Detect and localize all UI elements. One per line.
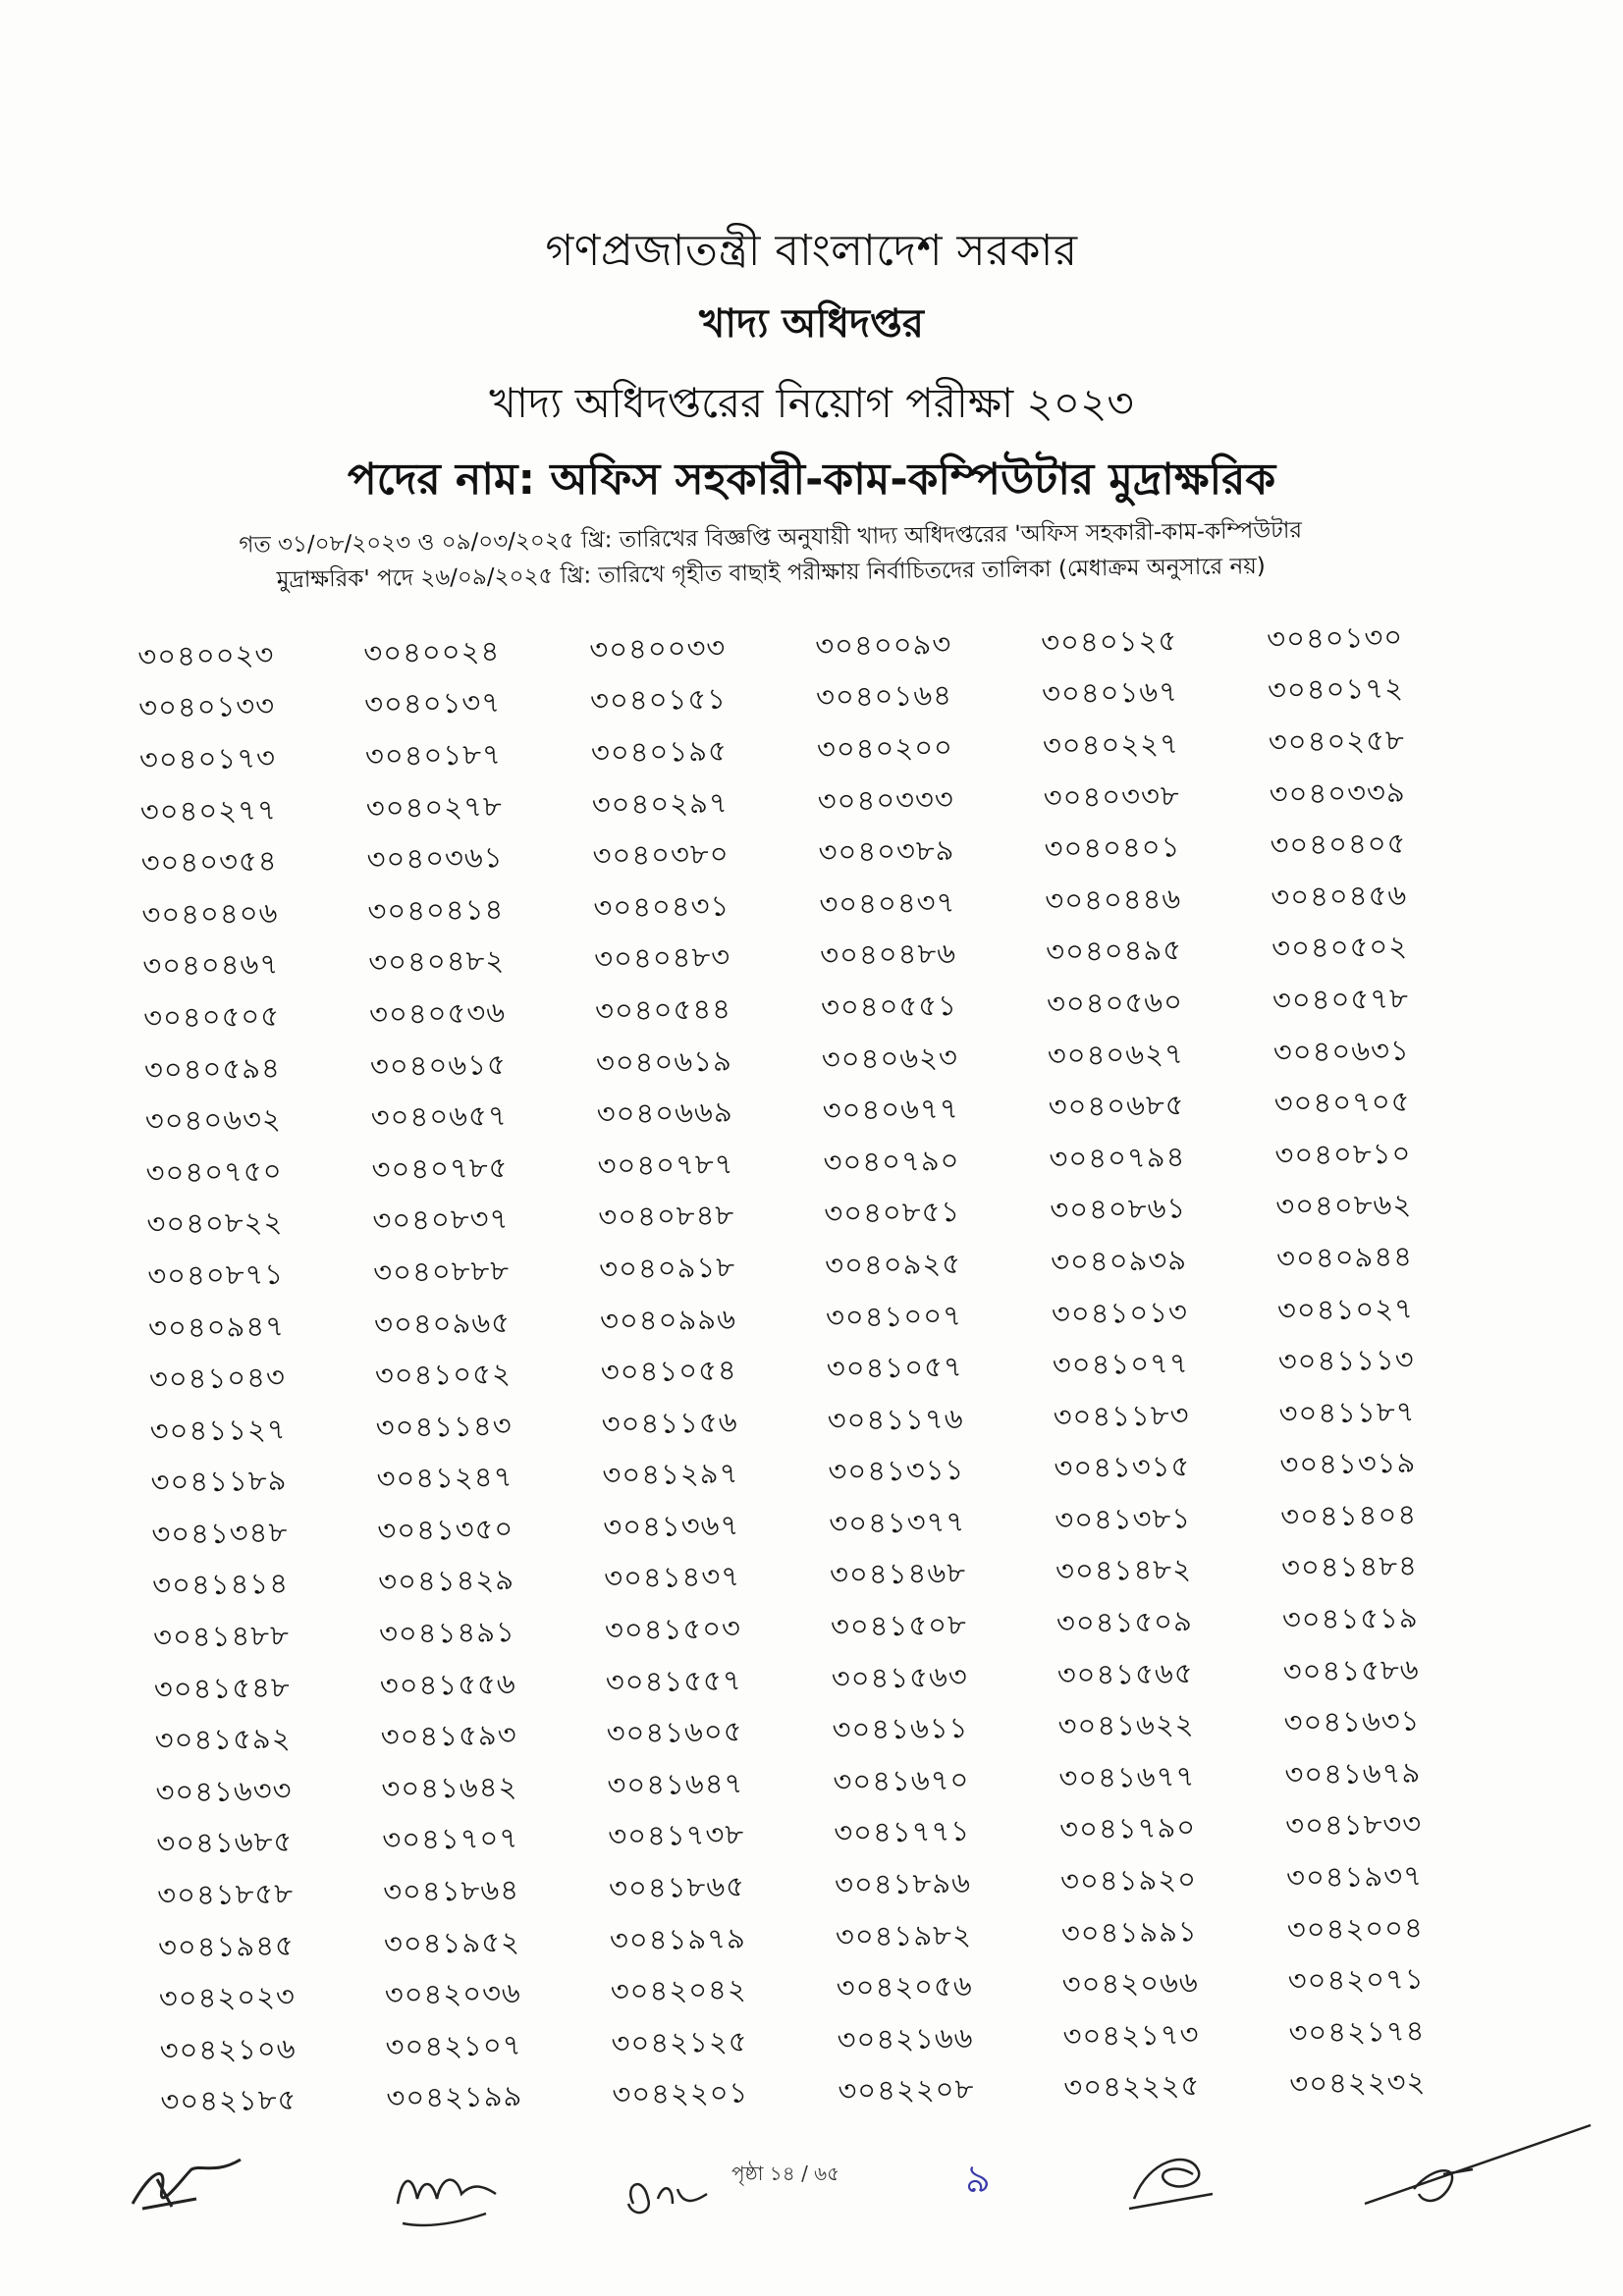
roll-number-table <box>137 612 1516 2130</box>
roll-number-cell: ৩০৪০৬১৯ <box>595 1043 733 1080</box>
roll-number-cell: ৩০৪০৪৮২ <box>368 943 506 980</box>
roll-number-cell: ৩০৪০১৭৩ <box>138 740 277 776</box>
signature-footer <box>0 2140 1623 2258</box>
roll-number-cell: ৩০৪০৪০৫ <box>1270 826 1407 863</box>
roll-number-cell: ৩০৪১৬৭৯ <box>1284 1755 1422 1791</box>
roll-number-cell: ৩০৪০৯২৫ <box>824 1246 962 1283</box>
roll-number-cell: ৩০৪১৩১১ <box>828 1453 965 1489</box>
roll-number-cell: ৩০৪০১৩৭ <box>363 685 502 721</box>
roll-number-cell: ৩০৪০৫৯৪ <box>143 1050 282 1087</box>
roll-number-cell: ৩০৪০৬৫৭ <box>370 1098 508 1135</box>
roll-number-cell: ৩০৪০২০০ <box>816 729 954 767</box>
roll-number-cell: ৩০৪০১৫১ <box>589 681 728 719</box>
roll-number-cell: ৩০৪২২৩২ <box>1289 2064 1427 2102</box>
roll-number-cell: ৩০৪০০২৩ <box>137 637 275 673</box>
roll-number-cell: ৩০৪১৪৮২ <box>1055 1552 1193 1588</box>
roll-number-cell: ৩০৪১৪৮৮ <box>152 1618 291 1654</box>
roll-number-cell: ৩০৪১১৪৩ <box>375 1408 513 1444</box>
roll-number-cell: ৩০৪০৮৪৮ <box>598 1198 735 1235</box>
roll-number-cell: ৩০৪১৯২০ <box>1059 1862 1198 1898</box>
roll-number-cell: ৩০৪০৯১৮ <box>598 1250 736 1286</box>
roll-number-cell: ৩০৪১৬৩৩ <box>155 1773 293 1809</box>
roll-number-cell: ৩০৪২২২৫ <box>1063 2068 1201 2105</box>
signature-3-icon <box>614 2160 722 2228</box>
roll-number-cell: ৩০৪০৬৩১ <box>1272 1033 1411 1069</box>
notice-text <box>167 511 1376 599</box>
roll-number-cell: ৩০৪০৪০৬ <box>141 895 279 932</box>
roll-number-cell: ৩০৪১৪৩৭ <box>603 1559 741 1596</box>
roll-number-cell: ৩০৪১৯৯১ <box>1060 1913 1198 1950</box>
roll-number-cell: ৩০৪০৮৬২ <box>1275 1188 1413 1224</box>
roll-number-cell: ৩০৪০৪০১ <box>1044 829 1181 866</box>
roll-number-cell: ৩০৪০৪৯৫ <box>1045 933 1183 969</box>
roll-number-cell: ৩০৪১১৮৭ <box>1278 1394 1416 1430</box>
roll-number-cell: ৩০৪১৬১১ <box>832 1711 969 1747</box>
roll-number-cell: ৩০৪১১৮৩ <box>1053 1397 1190 1434</box>
roll-number-cell: ৩০৪০৯৪৪ <box>1275 1239 1414 1275</box>
roll-number-cell: ৩০৪০৮৭১ <box>147 1256 285 1293</box>
roll-number-cell: ৩০৪০৮৮৮ <box>372 1254 511 1290</box>
roll-number-cell: ৩০৪০৮২২ <box>146 1205 284 1242</box>
roll-number-cell: ৩০৪০৫০২ <box>1271 930 1409 966</box>
roll-number-cell: ৩০৪০৬৩২ <box>144 1101 283 1139</box>
roll-number-cell: ৩০৪০৮৩৭ <box>372 1201 510 1238</box>
signature-2-icon <box>388 2155 515 2233</box>
roll-number-cell: ৩০৪১৫০৮ <box>830 1607 968 1644</box>
roll-number-cell: ৩০৪১৪২৯ <box>377 1563 515 1599</box>
roll-number-cell: ৩০৪২১৮৫ <box>160 2083 298 2119</box>
roll-number-cell: ৩০৪০৩৩৩ <box>817 781 954 818</box>
roll-number-cell: ৩০৪০৩৬১ <box>366 840 504 877</box>
roll-number-cell: ৩০৪২১০৬ <box>159 2031 297 2067</box>
roll-number-cell: ৩০৪০৭৮৫ <box>371 1149 509 1187</box>
department-heading: খাদ্য অধিদপ্তর <box>699 301 924 347</box>
roll-number-cell: ৩০৪২১২৫ <box>611 2024 748 2060</box>
roll-number-cell: ৩০৪০৬২৩ <box>821 1040 959 1076</box>
roll-number-cell: ৩০৪১৮৩৩ <box>1284 1807 1423 1843</box>
roll-number-cell: ৩০৪০৭৯০ <box>823 1143 960 1179</box>
roll-number-cell: ৩০৪০১৯৫ <box>590 733 729 770</box>
roll-number-cell: ৩০৪২২০৮ <box>838 2072 975 2109</box>
roll-number-cell: ৩০৪১০১৩ <box>1051 1294 1189 1330</box>
roll-number-cell: ৩০৪১০৫৭ <box>826 1349 963 1386</box>
roll-number-cell: ৩০৪২১৬৬ <box>837 2020 974 2056</box>
roll-number-cell: ৩০৪১৫৯২ <box>154 1721 292 1758</box>
roll-number-cell: ৩০৪০১৩৩ <box>137 689 276 725</box>
roll-number-cell: ৩০৪১৫৬৫ <box>1056 1655 1194 1692</box>
roll-number-cell: ৩০৪০৮১০ <box>1274 1136 1412 1172</box>
roll-number-cell: ৩০৪১৪০৪ <box>1280 1497 1418 1533</box>
roll-number-cell: ৩০৪০৪৮৬ <box>819 936 957 973</box>
roll-number-cell: ৩০৪১৫০৩ <box>604 1611 742 1647</box>
roll-number-cell: ৩০৪০২৫৮ <box>1268 722 1406 759</box>
roll-number-cell: ৩০৪১৭০৭ <box>382 1821 519 1857</box>
roll-number-cell: ৩০৪১১১৩ <box>1277 1342 1415 1378</box>
roll-number-cell: ৩০৪১৮৯৬ <box>834 1865 972 1902</box>
roll-number-cell: ৩০৪১৫৫৭ <box>605 1663 742 1699</box>
roll-number-cell: ৩০৪১৫৬৩ <box>831 1659 968 1695</box>
roll-number-cell: ৩০৪০০৯৩ <box>815 626 952 663</box>
roll-number-cell: ৩০৪০৪৮৩ <box>594 939 731 977</box>
roll-number-cell: ৩০৪০৫৫১ <box>820 988 958 1025</box>
roll-number-cell: ৩০৪২০২৩ <box>158 1979 297 2016</box>
roll-number-cell: ৩০৪০২৭৮ <box>365 788 503 825</box>
roll-number-cell: ৩০৪০০৩৩ <box>589 630 727 667</box>
roll-number-cell: ৩০৪০৭৫০ <box>145 1153 283 1190</box>
roll-number-cell: ৩০৪১৯৩৭ <box>1285 1858 1424 1895</box>
roll-number-cell: ৩০৪১৬৩১ <box>1283 1703 1421 1740</box>
roll-number-cell: ৩০৪১৫১৯ <box>1281 1600 1419 1636</box>
roll-number-cell: ৩০৪১৭৩৮ <box>608 1817 745 1854</box>
roll-number-cell: ৩০৪১০২৭ <box>1276 1291 1415 1327</box>
roll-number-cell: ৩০৪১১৫৬ <box>601 1405 738 1441</box>
roll-number-cell: ৩০৪১৫৯৩ <box>380 1718 517 1754</box>
roll-number-cell: ৩০৪০১২৫ <box>1040 623 1178 660</box>
roll-number-cell: ৩০৪১৩১৫ <box>1054 1449 1191 1485</box>
roll-number-cell: ৩০৪০১৬৪ <box>815 678 953 715</box>
roll-number-cell: ৩০৪২০০৪ <box>1286 1910 1425 1947</box>
roll-number-cell: ৩০৪০৪৩১ <box>593 888 730 925</box>
roll-number-cell: ৩০৪০৬২৭ <box>1047 1036 1185 1073</box>
roll-number-cell: ৩০৪০৫৭৮ <box>1271 981 1410 1017</box>
roll-number-cell: ৩০৪১০৫৪ <box>600 1353 737 1389</box>
roll-number-cell: ৩০৪১২৯৭ <box>602 1456 739 1492</box>
roll-number-cell: ৩০৪১৪৯১ <box>378 1615 516 1651</box>
roll-number-cell: ৩০৪১৫০৯ <box>1055 1604 1194 1640</box>
roll-number-cell: ৩০৪০৩৩৮ <box>1043 777 1180 815</box>
roll-number-cell: ৩০৪০৫৪৪ <box>594 991 732 1028</box>
roll-number-cell: ৩০৪১৯৮২ <box>835 1917 973 1953</box>
roll-number-cell: ৩০৪১৫৪৮ <box>153 1670 291 1706</box>
roll-number-cell: ৩০৪২০৫৬ <box>836 1969 973 2005</box>
roll-number-cell: ৩০৪১০৫২ <box>374 1357 513 1393</box>
roll-number-cell: ৩০৪০৫৬০ <box>1046 985 1184 1021</box>
signature-4-icon <box>1119 2140 1227 2218</box>
roll-number-cell: ৩০৪২০৭১ <box>1287 1961 1425 1998</box>
roll-number-cell: ৩০৪০৫০৫ <box>142 998 281 1035</box>
roll-number-cell: ৩০৪০৪১৪ <box>367 891 505 929</box>
roll-number-cell: ৩০৪০৭৮৭ <box>597 1147 734 1183</box>
roll-number-cell: ৩০৪২১৭৩ <box>1062 2017 1200 2054</box>
roll-number-cell: ৩০৪১৩৭৭ <box>829 1504 966 1540</box>
roll-number-cell: ৩০৪১৩১৯ <box>1279 1445 1417 1482</box>
roll-number-cell: ৩০৪২০৪২ <box>610 1972 747 2008</box>
signature-5-icon <box>1355 2106 1600 2223</box>
initial-mark: ৯ <box>965 2157 991 2202</box>
roll-number-cell: ৩০৪১৯৭৯ <box>609 1921 747 1957</box>
notice-line-1: গত ৩১/০৮/২০২৩ ও ০৯/০৩/২০২৫ খ্রি: তারিখের বিজ্ঞপ্তি অনুযায়ী খাদ্য অধিদপ্তরের 'অফিস সহকারী-কাম-কম্পিউটার <box>239 517 1303 559</box>
roll-number-cell: ৩০৪১৩৪৮ <box>151 1515 289 1551</box>
roll-number-cell: ৩০৪০৪৬৭ <box>142 947 280 984</box>
roll-number-cell: ৩০৪২০৬৬ <box>1061 1965 1199 2002</box>
roll-number-cell: ৩০৪০৩৩৯ <box>1269 774 1406 811</box>
roll-number-cell: ৩০৪০২৭৭ <box>139 792 278 828</box>
roll-number-cell: ৩০৪০৯৩৯ <box>1050 1243 1188 1279</box>
roll-number-cell: ৩০৪০৬৭৭ <box>822 1092 959 1128</box>
roll-number-cell: ৩০৪১৬২২ <box>1057 1707 1195 1743</box>
roll-number-cell: ৩০৪০৯৬৫ <box>373 1305 512 1341</box>
roll-number-cell: ৩০৪০৩৫৪ <box>140 843 278 881</box>
roll-number-cell: ৩০৪০৩৮০ <box>592 836 730 873</box>
roll-number-cell: ৩০৪১৮৬৪ <box>382 1873 520 1909</box>
roll-number-cell: ৩০৪০৭৯৪ <box>1049 1140 1186 1176</box>
roll-number-cell: ৩০৪০৪৫৬ <box>1271 878 1408 914</box>
roll-number-cell: ৩০৪২১৯৯ <box>386 2079 523 2115</box>
roll-number-cell: ৩০৪১৩৫০ <box>377 1511 514 1548</box>
roll-number-cell: ৩০৪১৪৬৮ <box>829 1556 967 1592</box>
roll-number-cell: ৩০৪১৩৬৭ <box>603 1508 740 1544</box>
roll-number-cell: ৩০৪১১৮৯ <box>150 1464 288 1500</box>
roll-number-cell: ৩০৪১১২৭ <box>149 1412 287 1448</box>
roll-number-cell: ৩০৪১৬৪৭ <box>607 1766 744 1802</box>
roll-number-cell: ৩০৪১৯৫২ <box>383 1924 521 1960</box>
roll-number-cell: ৩০৪২০৩৬ <box>384 1976 522 2012</box>
roll-number-cell: ৩০৪০০২৪ <box>363 634 501 670</box>
roll-number-cell: ৩০৪২২০১ <box>612 2075 749 2112</box>
roll-number-cell: ৩০৪০৬৬৯ <box>596 1095 733 1131</box>
government-heading: গণপ্রজাতন্ত্রী বাংলাদেশ সরকার <box>545 226 1078 276</box>
roll-number-cell: ৩০৪০১৭২ <box>1267 671 1405 708</box>
roll-number-cell: ৩০৪১৯৪৫ <box>157 1928 296 1964</box>
roll-number-cell: ৩০৪০৬৮৫ <box>1048 1088 1185 1124</box>
roll-number-cell: ৩০৪১৬০৫ <box>606 1714 743 1750</box>
roll-number-cell: ৩০৪০৭০৫ <box>1273 1084 1411 1121</box>
roll-number-cell: ৩০৪১৬৮৫ <box>156 1825 294 1861</box>
roll-number-cell: ৩০৪১৮৫৮ <box>156 1876 295 1912</box>
roll-number-cell: ৩০৪১১৭৬ <box>827 1401 964 1437</box>
roll-number-cell: ৩০৪১৫৮৬ <box>1282 1652 1420 1688</box>
roll-number-cell: ৩০৪২১৭৪ <box>1288 2013 1426 2050</box>
roll-number-cell: ৩০৪১৬৪২ <box>381 1769 518 1806</box>
roll-number-cell: ৩০৪১৬৭০ <box>833 1762 970 1798</box>
roll-number-cell: ৩০৪০১৬৭ <box>1041 674 1179 711</box>
roll-number-cell: ৩০৪০৪৩৭ <box>819 884 956 921</box>
roll-number-cell: ৩০৪১৬৭৭ <box>1058 1759 1196 1795</box>
roll-number-cell: ৩০৪২১০৭ <box>385 2027 522 2064</box>
roll-number-cell: ৩০৪০৯৪৭ <box>147 1308 286 1345</box>
roll-number-cell: ৩০৪০৫৩৬ <box>368 995 507 1032</box>
exam-title: খাদ্য অধিদপ্তরের নিয়োগ পরীক্ষা ২০২৩ <box>489 379 1134 427</box>
roll-number-cell: ৩০৪০২৯৭ <box>591 785 729 822</box>
notice-line-2: মুদ্রাক্ষরিক' পদে ২৬/০৯/২০২৫ খ্রি: তারিখে গৃহীত বাছাই পরীক্ষায় নির্বাচিতদের তালিকা (মেধাক্রম অনুসারে নয়) <box>276 553 1266 594</box>
roll-number-cell: ৩০৪১৭৭১ <box>834 1814 971 1850</box>
roll-number-cell: ৩০৪০৮৫১ <box>824 1195 961 1231</box>
roll-number-cell: ৩০৪১২৪৭ <box>376 1460 514 1496</box>
roll-number-cell: ৩০৪১৪১৪ <box>151 1567 290 1603</box>
roll-number-cell: ৩০৪১০০৭ <box>825 1298 963 1334</box>
page-number: পৃষ্ঠা ১৪ / ৬৫ <box>731 2162 840 2185</box>
roll-number-cell: ৩০৪১০৪৩ <box>148 1360 287 1397</box>
roll-number-cell: ৩০৪১৩৮১ <box>1055 1501 1192 1537</box>
roll-number-cell: ৩০৪০২২৭ <box>1042 726 1180 763</box>
roll-number-cell: ৩০৪১৮৬৫ <box>608 1869 746 1905</box>
roll-number-cell: ৩০৪০৬১৫ <box>369 1046 508 1083</box>
roll-number-cell: ৩০৪১০৭৭ <box>1052 1346 1189 1382</box>
roll-number-cell: ৩০৪০৪৪৬ <box>1045 881 1182 918</box>
roll-number-cell: ৩০৪০৮৬১ <box>1050 1191 1187 1227</box>
roll-number-cell: ৩০৪০১৮৭ <box>364 737 503 774</box>
roll-number-cell: ৩০৪১৪৮৪ <box>1280 1549 1419 1585</box>
roll-number-cell: ৩০৪১৭৯০ <box>1058 1810 1197 1846</box>
signature-1-icon <box>123 2150 250 2218</box>
roll-number-cell: ৩০৪১৫৫৬ <box>379 1666 516 1702</box>
roll-number-cell: ৩০৪০৯৯৬ <box>599 1302 737 1338</box>
post-name: পদের নাম: অফিস সহকারী-কাম-কম্পিউটার মুদ্রাক্ষরিক <box>347 454 1276 505</box>
roll-number-cell: ৩০৪০১৩০ <box>1266 619 1404 656</box>
roll-number-cell: ৩০৪০৩৮৯ <box>818 833 955 870</box>
